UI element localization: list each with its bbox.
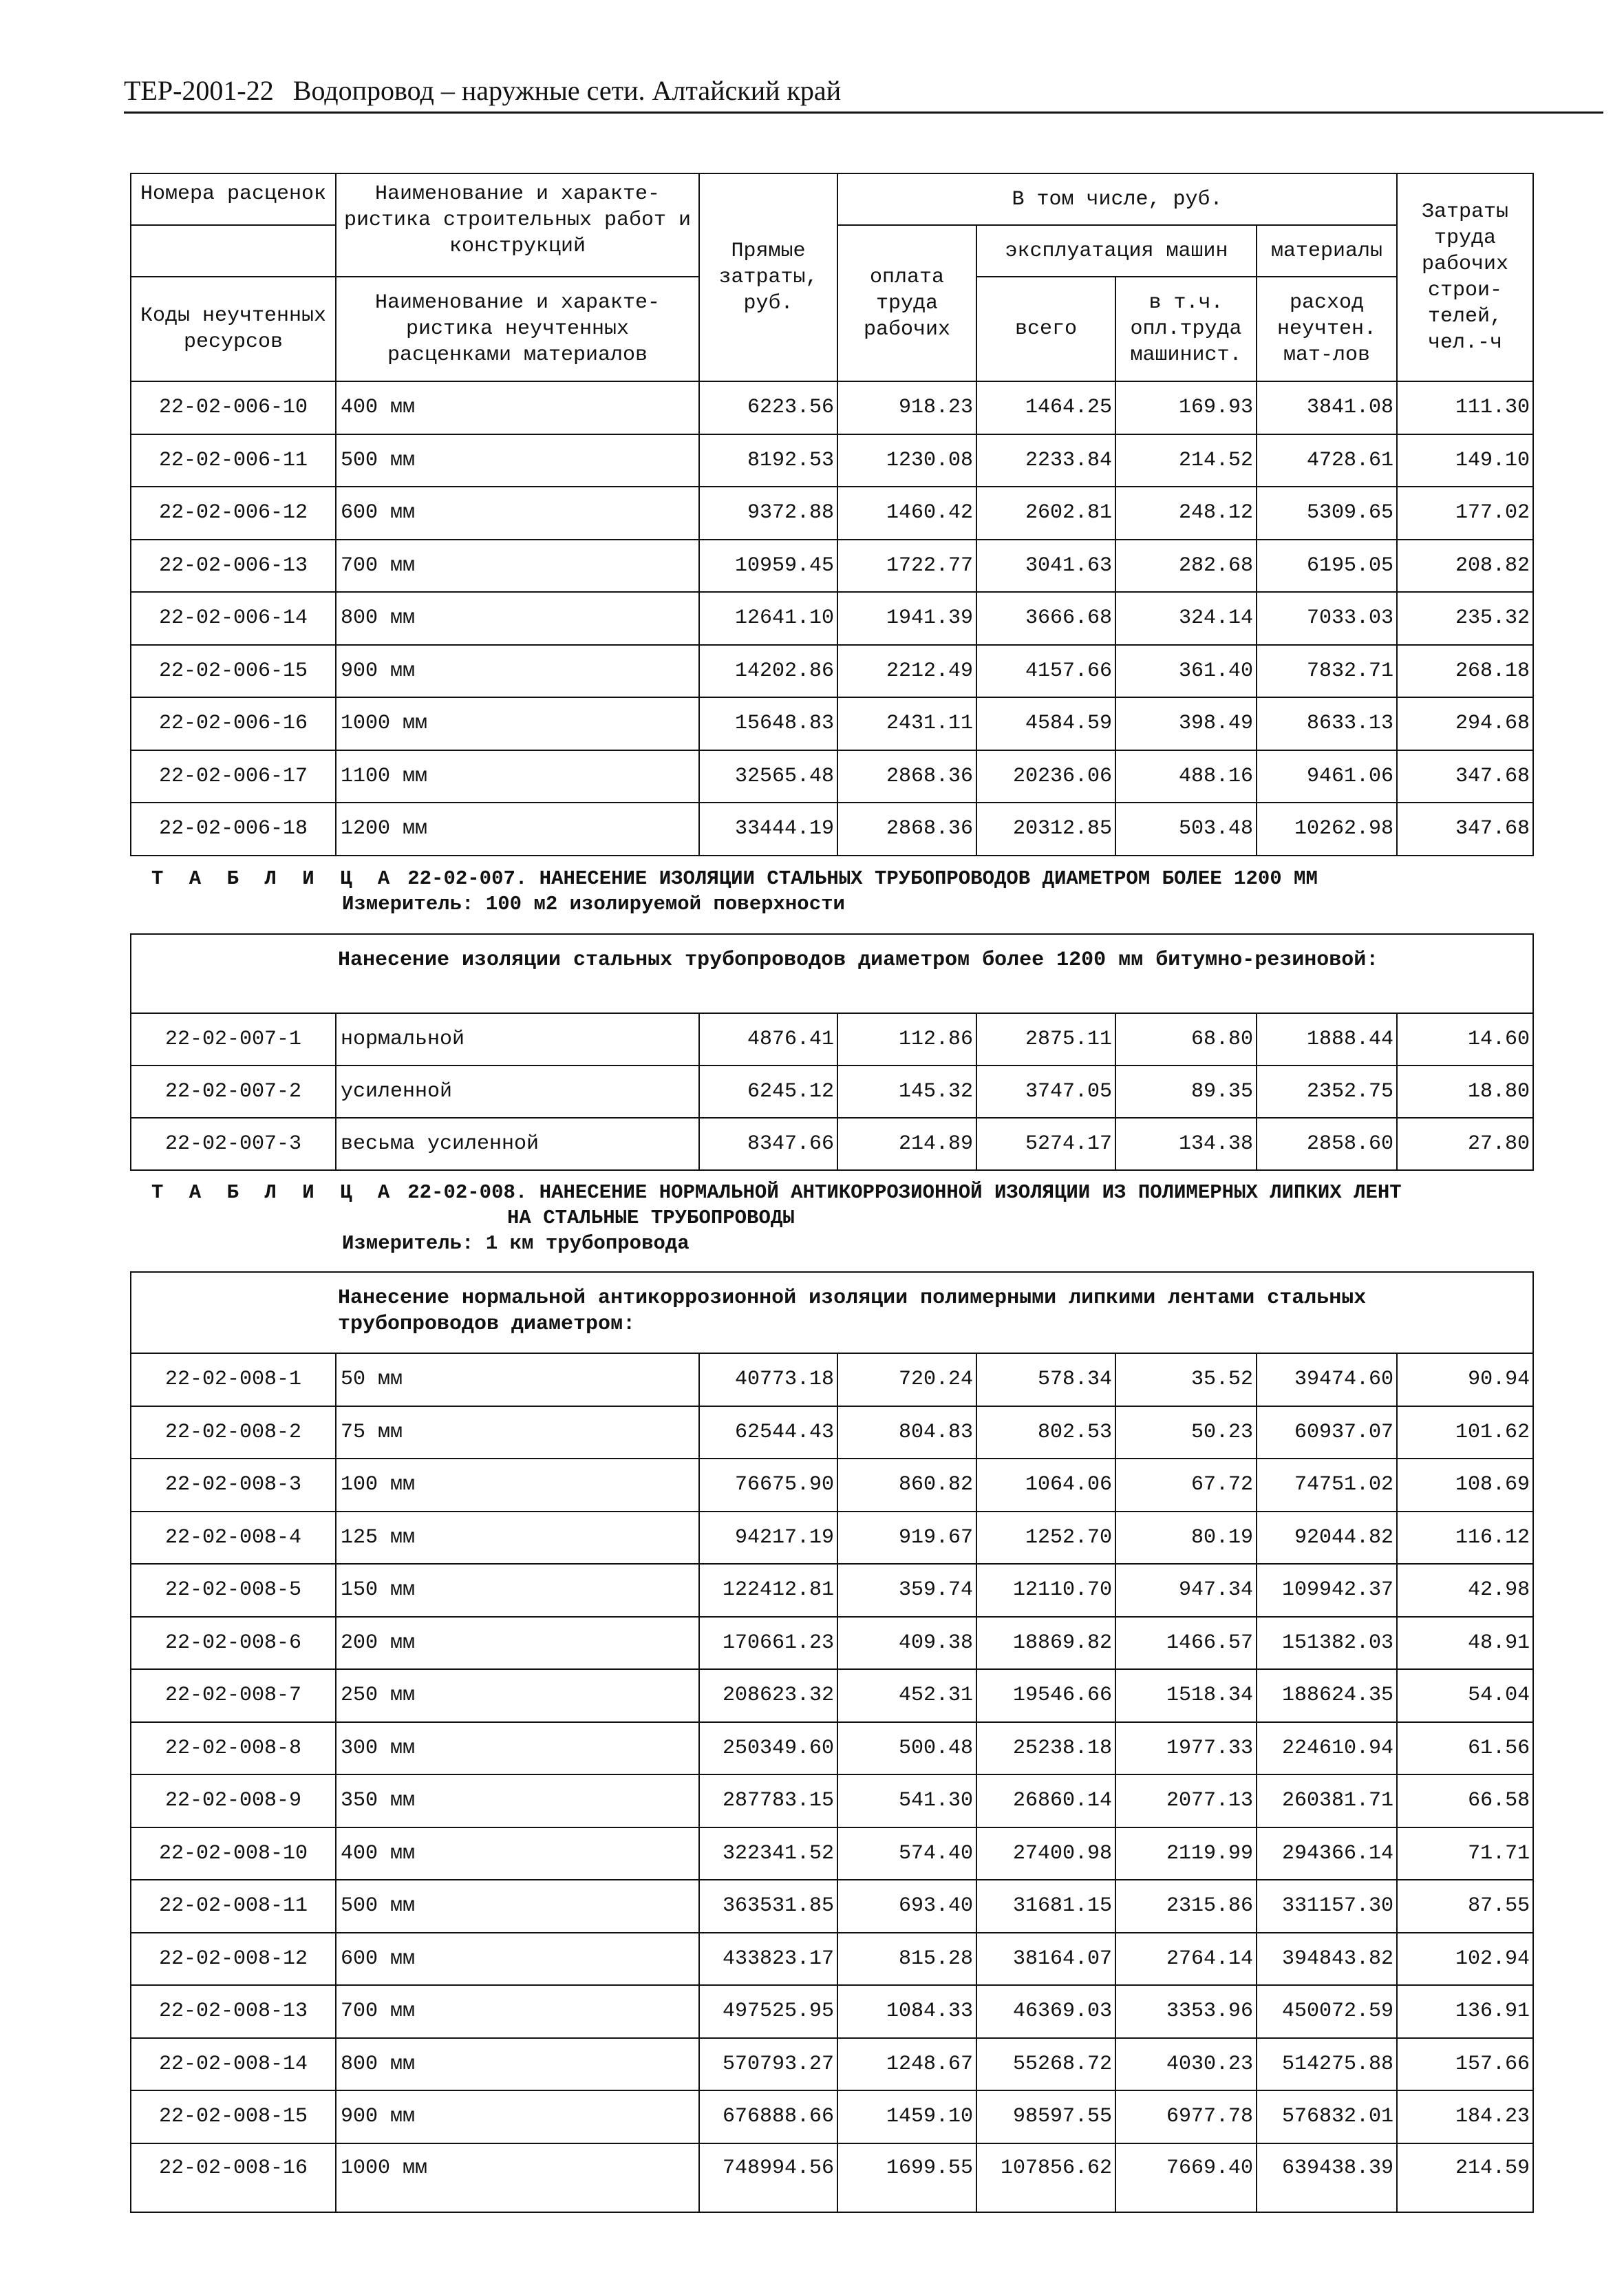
cell-materials: 331157.30 <box>1257 1880 1397 1933</box>
cell-labor-pay: 1460.42 <box>837 487 976 540</box>
cell-labor-pay: 1459.10 <box>837 2090 976 2143</box>
cell-materials: 514275.88 <box>1257 2038 1397 2091</box>
cell-item-name: 700 мм <box>336 1985 699 2038</box>
cell-materials: 60937.07 <box>1257 1406 1397 1459</box>
cell-labor-hours: 27.80 <box>1397 1118 1533 1170</box>
cell-machines-operator: 35.52 <box>1115 1353 1257 1406</box>
cell-direct-costs: 170661.23 <box>699 1617 837 1670</box>
table-row <box>131 1774 1533 1827</box>
cell-direct-costs: 12641.10 <box>699 592 837 645</box>
cell-labor-hours: 294.68 <box>1397 697 1533 750</box>
cell-rate-code: 22-02-006-13 <box>131 540 336 593</box>
cell-direct-costs: 32565.48 <box>699 750 837 803</box>
cell-labor-pay: 860.82 <box>837 1459 976 1512</box>
table-row <box>131 2038 1533 2091</box>
cell-materials: 639438.39 <box>1257 2143 1397 2212</box>
cell-machines-operator: 324.14 <box>1115 592 1257 645</box>
cell-labor-hours: 18.80 <box>1397 1066 1533 1118</box>
cell-machines-total: 20312.85 <box>976 803 1115 856</box>
cell-machines-total: 3041.63 <box>976 540 1115 593</box>
table-row <box>131 1066 1533 1118</box>
col-rate-numbers: Номера расценок <box>131 173 336 225</box>
cell-direct-costs: 363531.85 <box>699 1880 837 1933</box>
table-row <box>131 803 1533 856</box>
cell-materials: 2858.60 <box>1257 1118 1397 1170</box>
cell-direct-costs: 433823.17 <box>699 1933 837 1986</box>
table-22-02-008 <box>130 1271 1534 2213</box>
table-row <box>131 1013 1533 1066</box>
caption-label: Т А Б Л И Ц А <box>151 867 397 890</box>
cell-labor-pay: 145.32 <box>837 1066 976 1118</box>
cell-rate-code: 22-02-006-11 <box>131 434 336 487</box>
cell-materials: 224610.94 <box>1257 1722 1397 1775</box>
cell-direct-costs: 15648.83 <box>699 697 837 750</box>
cell-machines-total: 1064.06 <box>976 1459 1115 1512</box>
cell-item-name: 125 мм <box>336 1512 699 1565</box>
cell-rate-code: 22-02-008-15 <box>131 2090 336 2143</box>
cell-rate-code: 22-02-006-16 <box>131 697 336 750</box>
col-including: В том числе, руб. <box>837 173 1397 225</box>
col-rate-numbers-spacer <box>131 225 336 277</box>
cell-machines-total: 2875.11 <box>976 1013 1115 1066</box>
cell-labor-pay: 409.38 <box>837 1617 976 1670</box>
table-row <box>131 1353 1533 1406</box>
cell-item-name: 50 мм <box>336 1353 699 1406</box>
cell-labor-hours: 184.23 <box>1397 2090 1533 2143</box>
cell-direct-costs: 14202.86 <box>699 645 837 698</box>
col-machines-total: всего <box>976 277 1115 381</box>
cell-item-name: 100 мм <box>336 1459 699 1512</box>
cell-direct-costs: 6245.12 <box>699 1066 837 1118</box>
cell-direct-costs: 4876.41 <box>699 1013 837 1066</box>
cell-labor-hours: 149.10 <box>1397 434 1533 487</box>
cell-materials: 109942.37 <box>1257 1564 1397 1617</box>
cell-machines-total: 3747.05 <box>976 1066 1115 1118</box>
cell-labor-pay: 1699.55 <box>837 2143 976 2212</box>
cell-labor-hours: 214.59 <box>1397 2143 1533 2212</box>
cell-item-name: 1100 мм <box>336 750 699 803</box>
cell-machines-operator: 248.12 <box>1115 487 1257 540</box>
col-materials-unaccounted: расход неучтен. мат-лов <box>1257 277 1397 381</box>
table-row <box>131 540 1533 593</box>
cell-rate-code: 22-02-008-8 <box>131 1722 336 1775</box>
cell-rate-code: 22-02-008-11 <box>131 1880 336 1933</box>
cell-labor-pay: 574.40 <box>837 1827 976 1880</box>
cell-direct-costs: 676888.66 <box>699 2090 837 2143</box>
cell-rate-code: 22-02-007-2 <box>131 1066 336 1118</box>
cell-rate-code: 22-02-008-16 <box>131 2143 336 2212</box>
cell-item-name: 1000 мм <box>336 2143 699 2212</box>
cell-machines-total: 107856.62 <box>976 2143 1115 2212</box>
cell-rate-code: 22-02-008-12 <box>131 1933 336 1986</box>
cell-labor-pay: 918.23 <box>837 381 976 434</box>
cell-direct-costs: 122412.81 <box>699 1564 837 1617</box>
cell-machines-total: 31681.15 <box>976 1880 1115 1933</box>
cell-labor-pay: 1941.39 <box>837 592 976 645</box>
cell-labor-pay: 2868.36 <box>837 750 976 803</box>
cell-machines-operator: 3353.96 <box>1115 1985 1257 2038</box>
cell-machines-total: 5274.17 <box>976 1118 1115 1170</box>
table-row <box>131 1880 1533 1933</box>
cell-materials: 6195.05 <box>1257 540 1397 593</box>
col-machines-operator: в т.ч. опл.труда машинист. <box>1115 277 1257 381</box>
cell-labor-hours: 90.94 <box>1397 1353 1533 1406</box>
table-row <box>131 645 1533 698</box>
cell-labor-pay: 1084.33 <box>837 1985 976 2038</box>
cell-rate-code: 22-02-008-6 <box>131 1617 336 1670</box>
cell-machines-operator: 67.72 <box>1115 1459 1257 1512</box>
cell-labor-pay: 2212.49 <box>837 645 976 698</box>
cell-machines-operator: 2077.13 <box>1115 1774 1257 1827</box>
cell-materials: 260381.71 <box>1257 1774 1397 1827</box>
cell-materials: 9461.06 <box>1257 750 1397 803</box>
cell-machines-total: 2233.84 <box>976 434 1115 487</box>
table-row <box>131 434 1533 487</box>
col-labor-pay: оплата труда рабочих <box>837 225 976 381</box>
cell-item-name: 500 мм <box>336 1880 699 1933</box>
cell-labor-hours: 87.55 <box>1397 1880 1533 1933</box>
cell-item-name: 800 мм <box>336 2038 699 2091</box>
cell-item-name: усиленной <box>336 1066 699 1118</box>
cell-labor-hours: 208.82 <box>1397 540 1533 593</box>
cell-machines-operator: 503.48 <box>1115 803 1257 856</box>
cell-rate-code: 22-02-008-14 <box>131 2038 336 2091</box>
cell-materials: 92044.82 <box>1257 1512 1397 1565</box>
cell-machines-total: 25238.18 <box>976 1722 1115 1775</box>
col-materials: материалы <box>1257 225 1397 277</box>
cell-rate-code: 22-02-006-10 <box>131 381 336 434</box>
cell-labor-pay: 1230.08 <box>837 434 976 487</box>
cell-labor-hours: 235.32 <box>1397 592 1533 645</box>
cell-labor-pay: 1248.67 <box>837 2038 976 2091</box>
cell-rate-code: 22-02-008-4 <box>131 1512 336 1565</box>
cell-item-name: 350 мм <box>336 1774 699 1827</box>
cell-materials: 2352.75 <box>1257 1066 1397 1118</box>
subheading: Нанесение изоляции стальных трубопроводов диаметром более 1200 мм битумно-резиновой: <box>131 934 1533 1013</box>
cell-direct-costs: 6223.56 <box>699 381 837 434</box>
cell-labor-hours: 61.56 <box>1397 1722 1533 1775</box>
cell-item-name: 800 мм <box>336 592 699 645</box>
cell-item-name: 600 мм <box>336 1933 699 1986</box>
col-labor-hours: Затраты труда рабочих строи-телей, чел.-ч <box>1397 173 1533 381</box>
cell-materials: 294366.14 <box>1257 1827 1397 1880</box>
cell-direct-costs: 8347.66 <box>699 1118 837 1170</box>
cell-item-name: 200 мм <box>336 1617 699 1670</box>
document-title: Водопровод – наружные сети. Алтайский край <box>292 75 842 106</box>
table-row <box>131 1459 1533 1512</box>
cell-direct-costs: 322341.52 <box>699 1827 837 1880</box>
table-row <box>131 1406 1533 1459</box>
cell-machines-operator: 7669.40 <box>1115 2143 1257 2212</box>
cell-labor-hours: 48.91 <box>1397 1617 1533 1670</box>
cell-labor-pay: 804.83 <box>837 1406 976 1459</box>
caption-title: 22-02-008. НАНЕСЕНИЕ НОРМАЛЬНОЙ АНТИКОРРОЗИОННОЙ ИЗОЛЯЦИИ ИЗ ПОЛИМЕРНЫХ ЛИПКИХ ЛЕНТ <box>407 1181 1402 1204</box>
cell-machines-operator: 2315.86 <box>1115 1880 1257 1933</box>
cell-direct-costs: 62544.43 <box>699 1406 837 1459</box>
cell-direct-costs: 33444.19 <box>699 803 837 856</box>
cell-machines-total: 2602.81 <box>976 487 1115 540</box>
cell-direct-costs: 497525.95 <box>699 1985 837 2038</box>
cell-machines-operator: 398.49 <box>1115 697 1257 750</box>
caption-title: 22-02-007. НАНЕСЕНИЕ ИЗОЛЯЦИИ СТАЛЬНЫХ ТРУБОПРОВОДОВ ДИАМЕТРОМ БОЛЕЕ 1200 ММ <box>407 867 1318 890</box>
cell-item-name: 400 мм <box>336 1827 699 1880</box>
cell-machines-total: 1252.70 <box>976 1512 1115 1565</box>
cell-labor-pay: 815.28 <box>837 1933 976 1986</box>
cell-labor-hours: 347.68 <box>1397 803 1533 856</box>
cell-item-name: 600 мм <box>336 487 699 540</box>
cell-materials: 188624.35 <box>1257 1669 1397 1722</box>
table-row <box>131 2143 1533 2212</box>
cell-rate-code: 22-02-008-9 <box>131 1774 336 1827</box>
col-direct-costs: Прямые затраты, руб. <box>699 173 837 381</box>
cell-labor-hours: 102.94 <box>1397 1933 1533 1986</box>
caption-22-02-007 <box>151 867 1318 890</box>
cell-machines-operator: 4030.23 <box>1115 2038 1257 2091</box>
cell-item-name: весьма усиленной <box>336 1118 699 1170</box>
table-22-02-007 <box>130 933 1534 1171</box>
cell-labor-pay: 1722.77 <box>837 540 976 593</box>
cell-machines-total: 802.53 <box>976 1406 1115 1459</box>
table-row <box>131 697 1533 750</box>
cell-materials: 7832.71 <box>1257 645 1397 698</box>
cell-direct-costs: 8192.53 <box>699 434 837 487</box>
table-row <box>131 1985 1533 2038</box>
cell-rate-code: 22-02-006-15 <box>131 645 336 698</box>
cell-labor-hours: 177.02 <box>1397 487 1533 540</box>
table-row <box>131 1564 1533 1617</box>
table-row <box>131 1118 1533 1170</box>
cell-materials: 1888.44 <box>1257 1013 1397 1066</box>
cell-labor-pay: 541.30 <box>837 1774 976 1827</box>
cell-machines-total: 46369.03 <box>976 1985 1115 2038</box>
cell-labor-pay: 452.31 <box>837 1669 976 1722</box>
caption-label: Т А Б Л И Ц А <box>151 1181 397 1204</box>
header-rule <box>124 112 1603 114</box>
cell-item-name: 250 мм <box>336 1669 699 1722</box>
cell-materials: 394843.82 <box>1257 1933 1397 1986</box>
cell-machines-operator: 68.80 <box>1115 1013 1257 1066</box>
cell-materials: 576832.01 <box>1257 2090 1397 2143</box>
cell-item-name: 75 мм <box>336 1406 699 1459</box>
cell-labor-pay: 919.67 <box>837 1512 976 1565</box>
cell-machines-total: 26860.14 <box>976 1774 1115 1827</box>
cell-machines-operator: 488.16 <box>1115 750 1257 803</box>
cell-machines-operator: 134.38 <box>1115 1118 1257 1170</box>
cell-materials: 7033.03 <box>1257 592 1397 645</box>
cell-item-name: 1200 мм <box>336 803 699 856</box>
cell-labor-hours: 42.98 <box>1397 1564 1533 1617</box>
table-22-02-006 <box>130 173 1534 856</box>
cell-machines-total: 4584.59 <box>976 697 1115 750</box>
cell-machines-operator: 80.19 <box>1115 1512 1257 1565</box>
cell-direct-costs: 208623.32 <box>699 1669 837 1722</box>
cell-labor-pay: 2431.11 <box>837 697 976 750</box>
cell-rate-code: 22-02-006-18 <box>131 803 336 856</box>
cell-labor-pay: 214.89 <box>837 1118 976 1170</box>
cell-item-name: 300 мм <box>336 1722 699 1775</box>
cell-materials: 151382.03 <box>1257 1617 1397 1670</box>
cell-machines-operator: 282.68 <box>1115 540 1257 593</box>
cell-labor-pay: 500.48 <box>837 1722 976 1775</box>
cell-labor-pay: 112.86 <box>837 1013 976 1066</box>
table-row <box>131 1617 1533 1670</box>
cell-machines-operator: 1466.57 <box>1115 1617 1257 1670</box>
measure-22-02-007: Измеритель: 100 м2 изолируемой поверхности <box>342 893 845 915</box>
page-header <box>124 74 860 107</box>
col-resource-codes: Коды неучтенных ресурсов <box>131 277 336 381</box>
cell-rate-code: 22-02-008-13 <box>131 1985 336 2038</box>
cell-machines-total: 578.34 <box>976 1353 1115 1406</box>
cell-machines-total: 98597.55 <box>976 2090 1115 2143</box>
cell-labor-pay: 720.24 <box>837 1353 976 1406</box>
cell-item-name: 150 мм <box>336 1564 699 1617</box>
cell-rate-code: 22-02-006-14 <box>131 592 336 645</box>
table-row <box>131 487 1533 540</box>
cell-materials: 39474.60 <box>1257 1353 1397 1406</box>
table-row <box>131 750 1533 803</box>
cell-labor-hours: 108.69 <box>1397 1459 1533 1512</box>
table-row <box>131 2090 1533 2143</box>
caption-title-cont: НА СТАЛЬНЫЕ ТРУБОПРОВОДЫ <box>507 1207 795 1229</box>
cell-materials: 5309.65 <box>1257 487 1397 540</box>
cell-machines-total: 18869.82 <box>976 1617 1115 1670</box>
table-row <box>131 1722 1533 1775</box>
cell-item-name: 900 мм <box>336 2090 699 2143</box>
cell-rate-code: 22-02-007-3 <box>131 1118 336 1170</box>
cell-labor-hours: 136.91 <box>1397 1985 1533 2038</box>
caption-22-02-008 <box>151 1181 1402 1204</box>
cell-labor-pay: 693.40 <box>837 1880 976 1933</box>
table-row <box>131 592 1533 645</box>
cell-labor-hours: 116.12 <box>1397 1512 1533 1565</box>
cell-rate-code: 22-02-007-1 <box>131 1013 336 1066</box>
cell-labor-hours: 111.30 <box>1397 381 1533 434</box>
cell-item-name: нормальной <box>336 1013 699 1066</box>
cell-machines-operator: 2764.14 <box>1115 1933 1257 1986</box>
cell-materials: 8633.13 <box>1257 697 1397 750</box>
cell-machines-operator: 169.93 <box>1115 381 1257 434</box>
cell-machines-operator: 361.40 <box>1115 645 1257 698</box>
cell-direct-costs: 250349.60 <box>699 1722 837 1775</box>
cell-machines-operator: 947.34 <box>1115 1564 1257 1617</box>
cell-machines-total: 4157.66 <box>976 645 1115 698</box>
cell-machines-total: 55268.72 <box>976 2038 1115 2091</box>
cell-machines-operator: 50.23 <box>1115 1406 1257 1459</box>
cell-materials: 3841.08 <box>1257 381 1397 434</box>
cell-labor-hours: 14.60 <box>1397 1013 1533 1066</box>
cell-machines-operator: 89.35 <box>1115 1066 1257 1118</box>
cell-machines-total: 38164.07 <box>976 1933 1115 1986</box>
col-work-name: Наименование и характе-ристика строительных работ и конструкций <box>336 173 699 277</box>
cell-rate-code: 22-02-008-1 <box>131 1353 336 1406</box>
subheading: Нанесение нормальной антикоррозионной изоляции полимерными липкими лентами стальных трубопроводов диаметром: <box>131 1272 1533 1353</box>
table-row <box>131 381 1533 434</box>
cell-item-name: 1000 мм <box>336 697 699 750</box>
cell-labor-hours: 66.58 <box>1397 1774 1533 1827</box>
table-row <box>131 1933 1533 1986</box>
cell-materials: 10262.98 <box>1257 803 1397 856</box>
cell-labor-hours: 54.04 <box>1397 1669 1533 1722</box>
cell-machines-operator: 6977.78 <box>1115 2090 1257 2143</box>
cell-labor-hours: 71.71 <box>1397 1827 1533 1880</box>
cell-machines-total: 19546.66 <box>976 1669 1115 1722</box>
cell-machines-total: 3666.68 <box>976 592 1115 645</box>
cell-machines-operator: 2119.99 <box>1115 1827 1257 1880</box>
cell-rate-code: 22-02-008-10 <box>131 1827 336 1880</box>
cell-machines-total: 1464.25 <box>976 381 1115 434</box>
cell-direct-costs: 570793.27 <box>699 2038 837 2091</box>
cell-direct-costs: 40773.18 <box>699 1353 837 1406</box>
cell-machines-total: 27400.98 <box>976 1827 1115 1880</box>
cell-direct-costs: 748994.56 <box>699 2143 837 2212</box>
document-code: ТЕР-2001-22 <box>124 75 274 106</box>
cell-rate-code: 22-02-008-2 <box>131 1406 336 1459</box>
cell-labor-hours: 101.62 <box>1397 1406 1533 1459</box>
cell-machines-total: 20236.06 <box>976 750 1115 803</box>
table-row <box>131 1512 1533 1565</box>
cell-rate-code: 22-02-006-12 <box>131 487 336 540</box>
cell-labor-pay: 359.74 <box>837 1564 976 1617</box>
cell-rate-code: 22-02-008-3 <box>131 1459 336 1512</box>
cell-machines-operator: 1977.33 <box>1115 1722 1257 1775</box>
cell-machines-operator: 1518.34 <box>1115 1669 1257 1722</box>
cell-labor-hours: 347.68 <box>1397 750 1533 803</box>
cell-direct-costs: 10959.45 <box>699 540 837 593</box>
cell-item-name: 900 мм <box>336 645 699 698</box>
cell-rate-code: 22-02-006-17 <box>131 750 336 803</box>
cell-materials: 4728.61 <box>1257 434 1397 487</box>
cell-materials: 450072.59 <box>1257 1985 1397 2038</box>
cell-machines-operator: 214.52 <box>1115 434 1257 487</box>
cell-materials: 74751.02 <box>1257 1459 1397 1512</box>
cell-rate-code: 22-02-008-7 <box>131 1669 336 1722</box>
cell-item-name: 500 мм <box>336 434 699 487</box>
cell-direct-costs: 9372.88 <box>699 487 837 540</box>
measure-22-02-008: Измеритель: 1 км трубопровода <box>342 1232 690 1255</box>
col-machines: эксплуатация машин <box>976 225 1257 277</box>
table-row <box>131 1827 1533 1880</box>
cell-labor-hours: 268.18 <box>1397 645 1533 698</box>
cell-direct-costs: 76675.90 <box>699 1459 837 1512</box>
cell-rate-code: 22-02-008-5 <box>131 1564 336 1617</box>
cell-machines-total: 12110.70 <box>976 1564 1115 1617</box>
cell-item-name: 400 мм <box>336 381 699 434</box>
cell-labor-pay: 2868.36 <box>837 803 976 856</box>
col-resource-name: Наименование и характе-ристика неучтенных расценками материалов <box>336 277 699 381</box>
cell-labor-hours: 157.66 <box>1397 2038 1533 2091</box>
cell-item-name: 700 мм <box>336 540 699 593</box>
table-row <box>131 1669 1533 1722</box>
cell-direct-costs: 287783.15 <box>699 1774 837 1827</box>
cell-direct-costs: 94217.19 <box>699 1512 837 1565</box>
